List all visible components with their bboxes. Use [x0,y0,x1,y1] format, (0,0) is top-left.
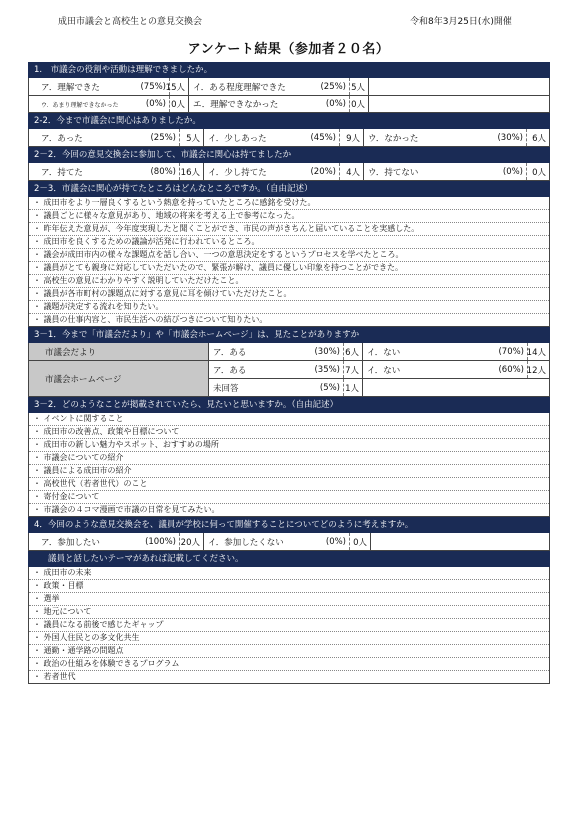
option-label: ウ．あまり理解できなかった [41,101,119,109]
list-item: ・ 昨年伝えた意見が、今年度実現したと聞くことができ、市民の声がきちんと届いていることを実感した。 [29,223,549,236]
option-label: ア．理解できた [41,82,100,93]
option-label: ウ．なかった [368,133,419,144]
option-percent: (0%) [502,166,523,177]
option-count: 0人 [349,533,371,550]
list-item: ・ 成田市を良くするための議論が活発に行われているところ。 [29,236,549,249]
q4-sub-heading: 議員と話したいテーマがあれば記載してください。 [28,551,550,567]
q2-row [28,129,550,147]
option-count: 6人 [343,343,363,360]
q1-heading: 1. 市議会の役割や活動は理解できましたか。 [28,62,550,78]
q31-row-dayori [29,343,549,361]
option-percent: (80%) [150,166,176,177]
list-item: ・ 議会が成田市内の様々な課題点を話し合い、一つの意思決定をするというプロセスを学べたところ。 [29,249,549,262]
option-percent: (30%) [497,132,523,143]
q4-row [28,533,550,551]
option-count: 5人 [179,129,204,146]
option-count: 0人 [169,96,189,112]
option-label: イ．ない [367,347,401,358]
q22-heading: 2－2．今回の意見交換会に参加して、市議会に関心は持てましたか [28,147,550,163]
list-item: ・ 成田市の新しい魅力やスポット、おすすめの場所 [29,439,549,452]
q4-heading: 4．今回のような意見交換会を、議員が学校に伺って開催することについてどのように考えますか。 [28,517,550,533]
list-item: ・ 議員による成田市の紹介 [29,465,549,478]
option-percent: (5%) [319,382,340,393]
option-percent: (75%) [140,81,166,92]
option-percent: (20%) [310,166,336,177]
list-item: ・ 議員が各市町村の課題点に対する意見に耳を傾けていただけたこと。 [29,288,549,301]
q2-heading: 2-2．今まで市議会に関心はありましたか。 [28,113,550,129]
option-label: ア．参加したい [41,537,100,548]
list-item: ・ イベントに関すること [29,413,549,426]
q22-row [28,163,550,181]
option-count: 16人 [179,163,204,180]
option-count: 14人 [527,343,549,360]
option-percent: (30%) [314,346,340,357]
q31-table [28,343,550,397]
list-item: ・ 成田市をより一層良くするという熱意を持っていたところに感銘を受けた。 [29,197,549,210]
option-count: 9人 [339,129,364,146]
q32-heading: 3－2．どのようなことが掲載されていたら、見たいと思いますか。（自由記述） [28,397,550,413]
survey-sheet [28,62,550,684]
list-item: ・ 市議会についての紹介 [29,452,549,465]
list-item: ・ 議員ごとに様々な意見があり、地域の将来を考える上で参考になった。 [29,210,549,223]
list-item: ・ 高校世代（若者世代）のこと [29,478,549,491]
option-percent: (60%) [498,364,524,375]
event-name: 成田市議会と高校生との意見交換会 [58,17,203,27]
option-label: イ．ある程度理解できた [193,82,286,93]
q1-row [28,78,550,96]
option-label: ウ．持てない [368,167,419,178]
list-item: ・ 外国人住民との多文化共生 [29,632,549,645]
option-count: 12人 [527,361,549,378]
q31-row-hp [29,361,549,397]
option-percent: (25%) [150,132,176,143]
option-label: 未回答 [213,383,239,394]
option-percent: (70%) [498,346,524,357]
option-count: 7人 [343,361,363,378]
list-item: ・ 地元について [29,606,549,619]
list-item: ・ 議員がとても親身に対応していただいたので、緊張が解け、議員に優しい印象を持つことができた。 [29,262,549,275]
list-item: ・ 通勤・通学路の問題点 [29,645,549,658]
list-item: ・ 成田市の未来 [29,567,549,580]
option-count: 6人 [526,129,549,146]
hp-label: 市議会ホームページ [29,361,209,396]
list-item: ・ 若者世代 [29,671,549,684]
option-percent: (0%) [325,536,346,547]
option-count: 4人 [339,163,364,180]
option-label: イ．参加したくない [208,537,284,548]
dayori-label: 市議会だより [29,343,209,360]
option-count: 0人 [349,96,369,112]
option-percent: (100%) [145,536,176,547]
option-label: イ．少しあった [208,133,267,144]
list-item: ・ 高校生の意見にわかりやすく説明していただけたこと。 [29,275,549,288]
option-label: イ．少し持てた [208,167,267,178]
option-label: イ．ない [367,365,401,376]
q4-answers [28,567,550,684]
list-item: ・ 議員になる前後で感じたギャップ [29,619,549,632]
list-item: ・ 選挙 [29,593,549,606]
event-date: 令和8年3月25日(水)開催 [410,17,512,27]
list-item: ・ 政治の仕組みを体験できるプログラム [29,658,549,671]
option-count: 0人 [526,163,549,180]
option-label: エ．理解できなかった [193,100,279,110]
q1-row [28,96,550,113]
q31-heading: 3－1．今まで「市議会だより」や「市議会ホームページ」は、見たことがありますか [28,327,550,343]
option-percent: (25%) [320,81,346,92]
q23-answers [28,197,550,327]
list-item: ・ 市議会の４コマ漫画で市議の日常を見てみたい。 [29,504,549,517]
option-count: 1人 [343,379,363,396]
list-item: ・ 成田市の改善点、政策や目標について [29,426,549,439]
q32-answers [28,413,550,517]
option-percent: (45%) [310,132,336,143]
option-label: ア．ある [213,365,247,376]
q23-heading: 2－3．市議会に関心が持てたところはどんなところですか。（自由記述） [28,181,550,197]
option-percent: (0%) [145,99,166,109]
option-count: 5人 [349,78,369,95]
option-count: 15人 [169,78,189,95]
list-item: ・ 議員の仕事内容と、市民生活への結びつきについて知りたい。 [29,314,549,327]
option-label: ア．持てた [41,167,83,178]
list-item: ・ 議題が決定する流れを知りたい。 [29,301,549,314]
option-label: ア．ある [213,347,247,358]
option-percent: (0%) [325,99,346,109]
list-item: ・ 寄付金について [29,491,549,504]
option-percent: (35%) [314,364,340,375]
list-item: ・ 政策・目標 [29,580,549,593]
page-title: アンケート結果（参加者２０名） [187,42,390,57]
option-count: 20人 [179,533,204,550]
option-label: ア．あった [41,133,83,144]
